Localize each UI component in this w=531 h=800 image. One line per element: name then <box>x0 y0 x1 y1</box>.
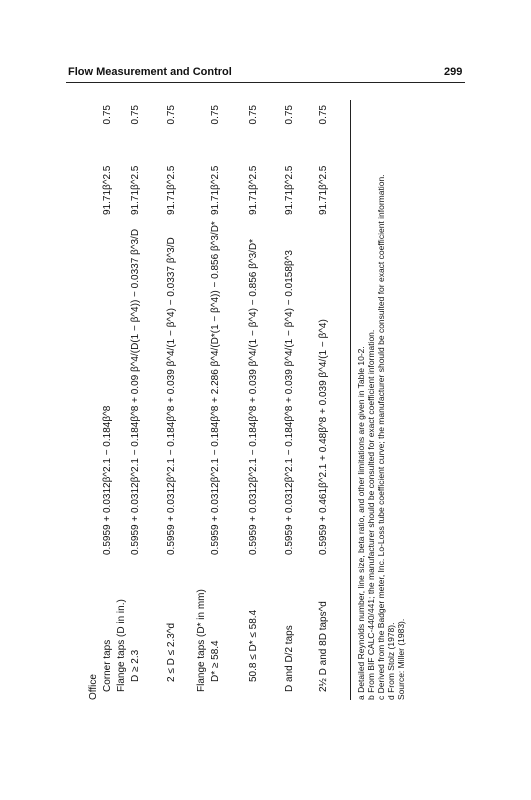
page-number: 299 <box>444 66 463 78</box>
table-row <box>284 100 314 700</box>
row-label: Flange taps (D* in mm) <box>196 589 207 692</box>
header-rule <box>66 82 465 83</box>
source-note: Source: Miller (1983). <box>396 618 407 700</box>
row-label: 2½ D and 8D taps^d <box>318 601 329 692</box>
footnote-b: b From BIF CALC-440/441; the manufacturer should be consulted for exact coefficient information. <box>366 329 377 700</box>
coefficient-table <box>88 100 418 700</box>
discharge-formula: 0.5959 + 0.461β^2.1 + 0.48β^8 + 0.039 β^4/(1 − β^4) <box>318 319 329 555</box>
table-row <box>248 100 278 700</box>
row-label: Office <box>88 674 99 700</box>
discharge-formula: 0.5959 + 0.0312β^2.1 − 0.184β^8 + 0.039 β^4/(1 − β^4) − 0.0158β^3 <box>284 250 295 555</box>
footnote-d: d From Stolz (1978). <box>386 622 397 700</box>
discharge-formula: 0.5959 + 0.0312β^2.1 − 0.184β^8 <box>102 405 113 555</box>
exponent-value: 0.75 <box>318 105 329 125</box>
row-label: Corner taps <box>102 639 113 692</box>
rotated-table-block <box>88 100 418 700</box>
page-header <box>0 0 531 100</box>
table-row <box>166 100 196 700</box>
row-label: D and D/2 taps <box>284 625 295 692</box>
footnote-rule <box>350 100 351 700</box>
discharge-formula: 0.5959 + 0.0312β^2.1 − 0.184β^8 + 2.286 β^4/(D*(1 − β^4)) − 0.856 β^3/D* <box>210 221 221 555</box>
coefficient-value: 91.71β^2.5 <box>166 165 177 215</box>
exponent-value: 0.75 <box>248 105 259 125</box>
footnote-c: c Derived from the Badger meter, Inc. Lo-Loss tube coefficient curve; the manufacturer should be consulted for exact coefficient information. <box>376 174 387 700</box>
coefficient-value: 91.71β^2.5 <box>248 165 259 215</box>
coefficient-value: 91.71β^2.5 <box>210 165 221 215</box>
coefficient-value: 91.71β^2.5 <box>102 165 113 215</box>
footnotes <box>356 100 406 700</box>
coefficient-value: 91.71β^2.5 <box>130 165 141 215</box>
row-label: D ≥ 2.3 <box>130 649 141 682</box>
coefficient-value: 91.71β^2.5 <box>318 165 329 215</box>
discharge-formula: 0.5959 + 0.0312β^2.1 − 0.184β^8 + 0.039 β^4/(1 − β^4) − 0.856 β^3/D* <box>248 238 259 555</box>
discharge-formula: 0.5959 + 0.0312β^2.1 − 0.184β^8 + 0.039 β^4/(1 − β^4) − 0.0337 β^3/D <box>166 237 177 555</box>
row-label: D* ≥ 58.4 <box>210 640 221 682</box>
discharge-formula: 0.5959 + 0.0312β^2.1 − 0.184β^8 + 0.09 β^4/(D(1 − β^4)) − 0.0337 β^3/D <box>130 228 141 555</box>
coefficient-value: 91.71β^2.5 <box>284 165 295 215</box>
table-row <box>130 100 160 700</box>
exponent-value: 0.75 <box>210 105 221 125</box>
row-label: 2 ≤ D ≤ 2.3^d <box>166 622 177 682</box>
footnote-a: a Detailed Reynolds number, line size, beta ratio, and other limitations are given in Table 10-2. <box>356 346 366 700</box>
exponent-value: 0.75 <box>130 105 141 125</box>
running-head: Flow Measurement and Control <box>68 66 232 78</box>
table-row <box>210 100 240 700</box>
exponent-value: 0.75 <box>284 105 295 125</box>
exponent-value: 0.75 <box>102 105 113 125</box>
exponent-value: 0.75 <box>166 105 177 125</box>
table-row <box>318 100 348 700</box>
row-label: Flange taps (D in in.) <box>116 599 127 692</box>
row-label: 50.8 ≤ D* ≤ 58.4 <box>248 609 259 682</box>
